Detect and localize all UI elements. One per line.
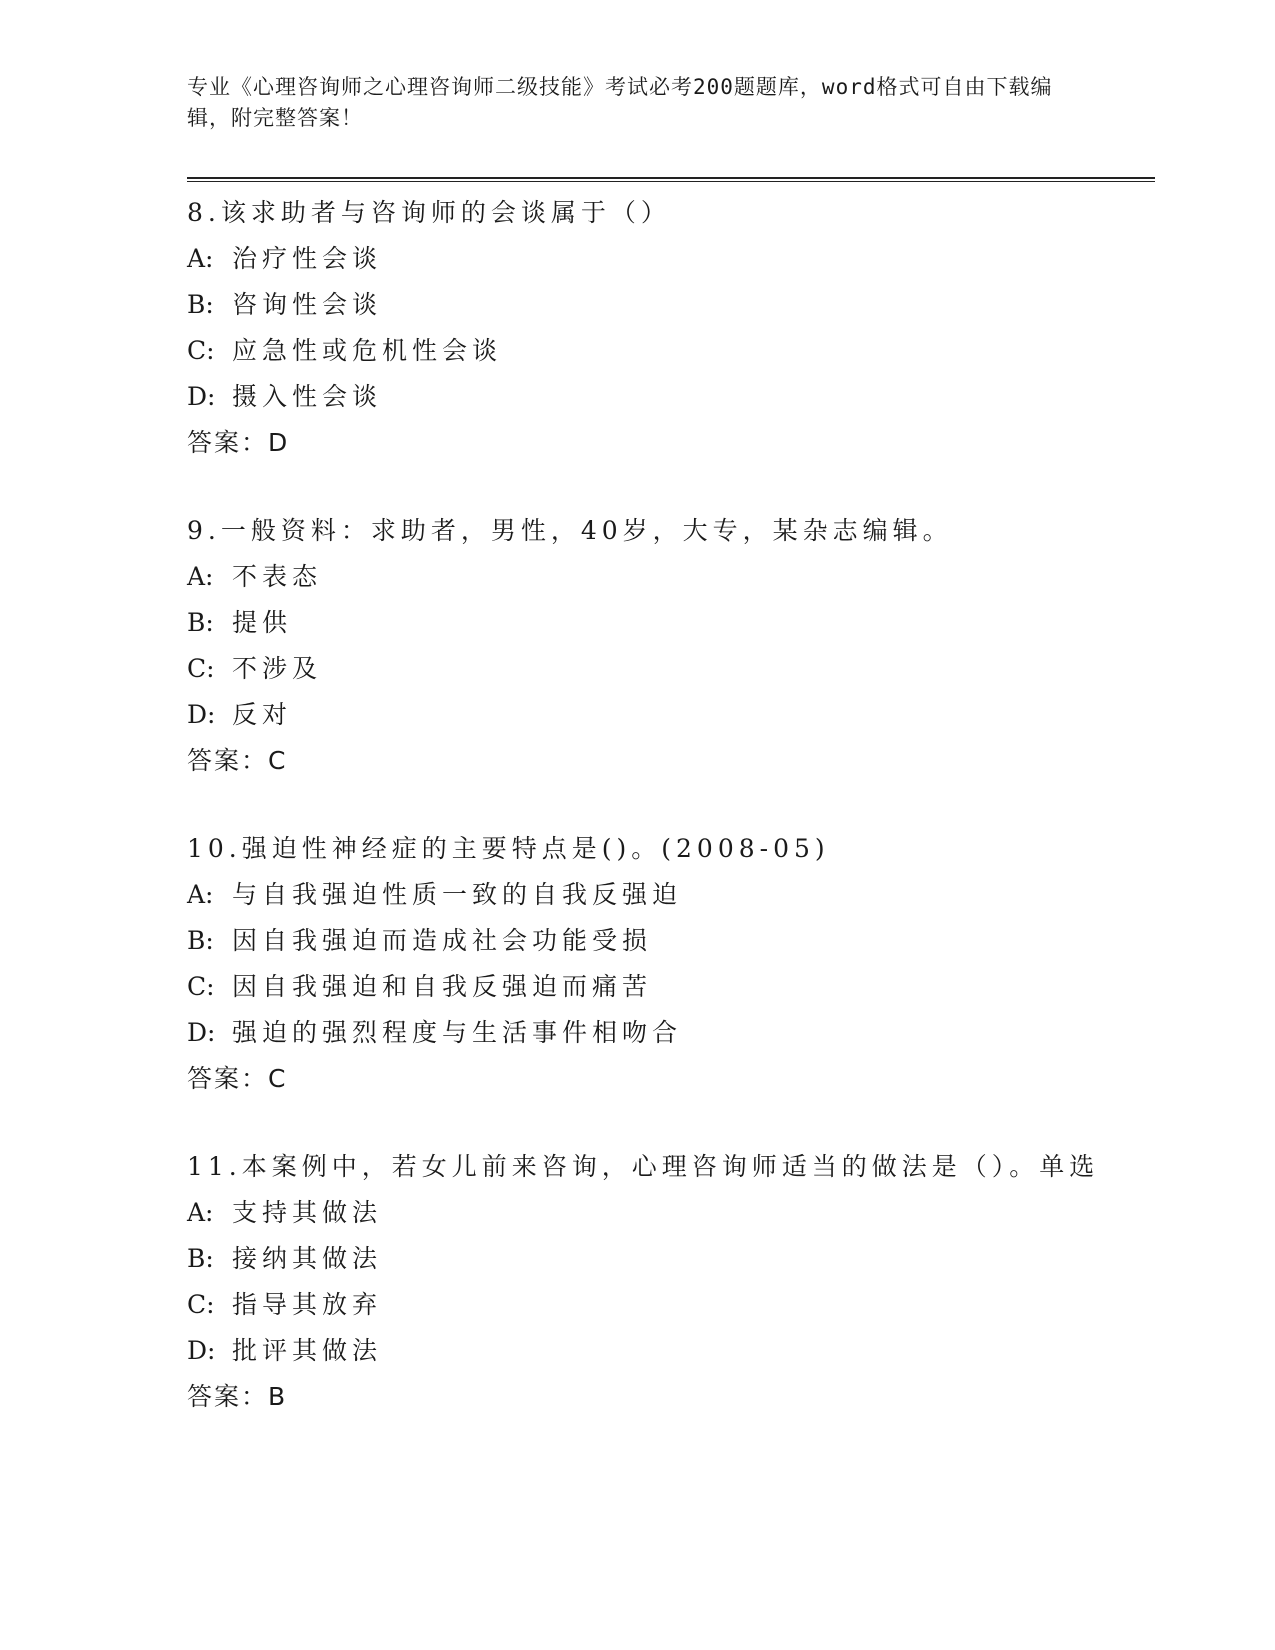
- option-d: [187, 1328, 1147, 1374]
- option-letter: C:: [187, 972, 215, 1001]
- option-letter: B:: [187, 608, 214, 637]
- option-text: 咨询性会谈: [232, 290, 383, 319]
- answer-line: 答案：C: [187, 1064, 288, 1093]
- question-list: [187, 190, 1147, 1462]
- option-d: [187, 1010, 1147, 1056]
- option-text: 强迫的强烈程度与生活事件相吻合: [232, 1018, 683, 1047]
- option-b: [187, 282, 1147, 328]
- question-stem: 9.一般资料：求助者，男性，40岁，大专，某杂志编辑。: [187, 516, 953, 545]
- option-c: [187, 964, 1147, 1010]
- header-divider-bottom: [187, 181, 1155, 182]
- option-letter: C:: [187, 1290, 215, 1319]
- option-a: [187, 1190, 1147, 1236]
- option-a: [187, 872, 1147, 918]
- option-letter: D:: [187, 1336, 216, 1365]
- answer-line: 答案：C: [187, 746, 288, 775]
- document-header-text: 专业《心理咨询师之心理咨询师二级技能》考试必考200题题库，word格式可自由下载编辑，附完整答案！: [187, 75, 1053, 130]
- option-text: 应急性或危机性会谈: [232, 336, 503, 365]
- question-block: [187, 826, 1147, 1102]
- option-b: [187, 918, 1147, 964]
- header-divider-top: [187, 177, 1155, 179]
- question-block: [187, 508, 1147, 784]
- option-d: [187, 374, 1147, 420]
- option-text: 因自我强迫和自我反强迫而痛苦: [232, 972, 653, 1001]
- option-b: [187, 600, 1147, 646]
- option-text: 批评其做法: [232, 1336, 383, 1365]
- option-letter: C:: [187, 336, 215, 365]
- question-stem: 10.强迫性神经症的主要特点是()。(2008-05): [187, 834, 830, 863]
- option-text: 提供: [232, 608, 293, 637]
- question-block: [187, 190, 1147, 466]
- option-letter: D:: [187, 382, 216, 411]
- option-text: 支持其做法: [232, 1198, 383, 1227]
- option-text: 反对: [232, 700, 293, 729]
- option-letter: B:: [187, 290, 214, 319]
- option-text: 治疗性会谈: [232, 244, 383, 273]
- option-letter: B:: [187, 1244, 214, 1273]
- question-stem: 11.本案例中，若女儿前来咨询，心理咨询师适当的做法是（）。单选: [187, 1152, 1100, 1181]
- option-letter: A:: [187, 1198, 214, 1227]
- option-c: [187, 1282, 1147, 1328]
- option-c: [187, 646, 1147, 692]
- option-letter: A:: [187, 562, 214, 591]
- option-letter: D:: [187, 700, 216, 729]
- option-letter: A:: [187, 880, 214, 909]
- answer-line: 答案：D: [187, 428, 290, 457]
- option-letter: C:: [187, 654, 215, 683]
- option-text: 指导其放弃: [232, 1290, 383, 1319]
- option-letter: B:: [187, 926, 214, 955]
- option-d: [187, 692, 1147, 738]
- option-text: 因自我强迫而造成社会功能受损: [232, 926, 653, 955]
- question-block: [187, 1144, 1147, 1420]
- option-letter: A:: [187, 244, 214, 273]
- option-text: 不表态: [232, 562, 323, 591]
- option-a: [187, 236, 1147, 282]
- option-b: [187, 1236, 1147, 1282]
- option-text: 不涉及: [232, 654, 323, 683]
- answer-line: 答案：B: [187, 1382, 288, 1411]
- option-a: [187, 554, 1147, 600]
- option-c: [187, 328, 1147, 374]
- option-text: 接纳其做法: [232, 1244, 383, 1273]
- option-letter: D:: [187, 1018, 216, 1047]
- option-text: 摄入性会谈: [232, 382, 383, 411]
- question-stem: 8.该求助者与咨询师的会谈属于（）: [187, 198, 671, 227]
- option-text: 与自我强迫性质一致的自我反强迫: [232, 880, 683, 909]
